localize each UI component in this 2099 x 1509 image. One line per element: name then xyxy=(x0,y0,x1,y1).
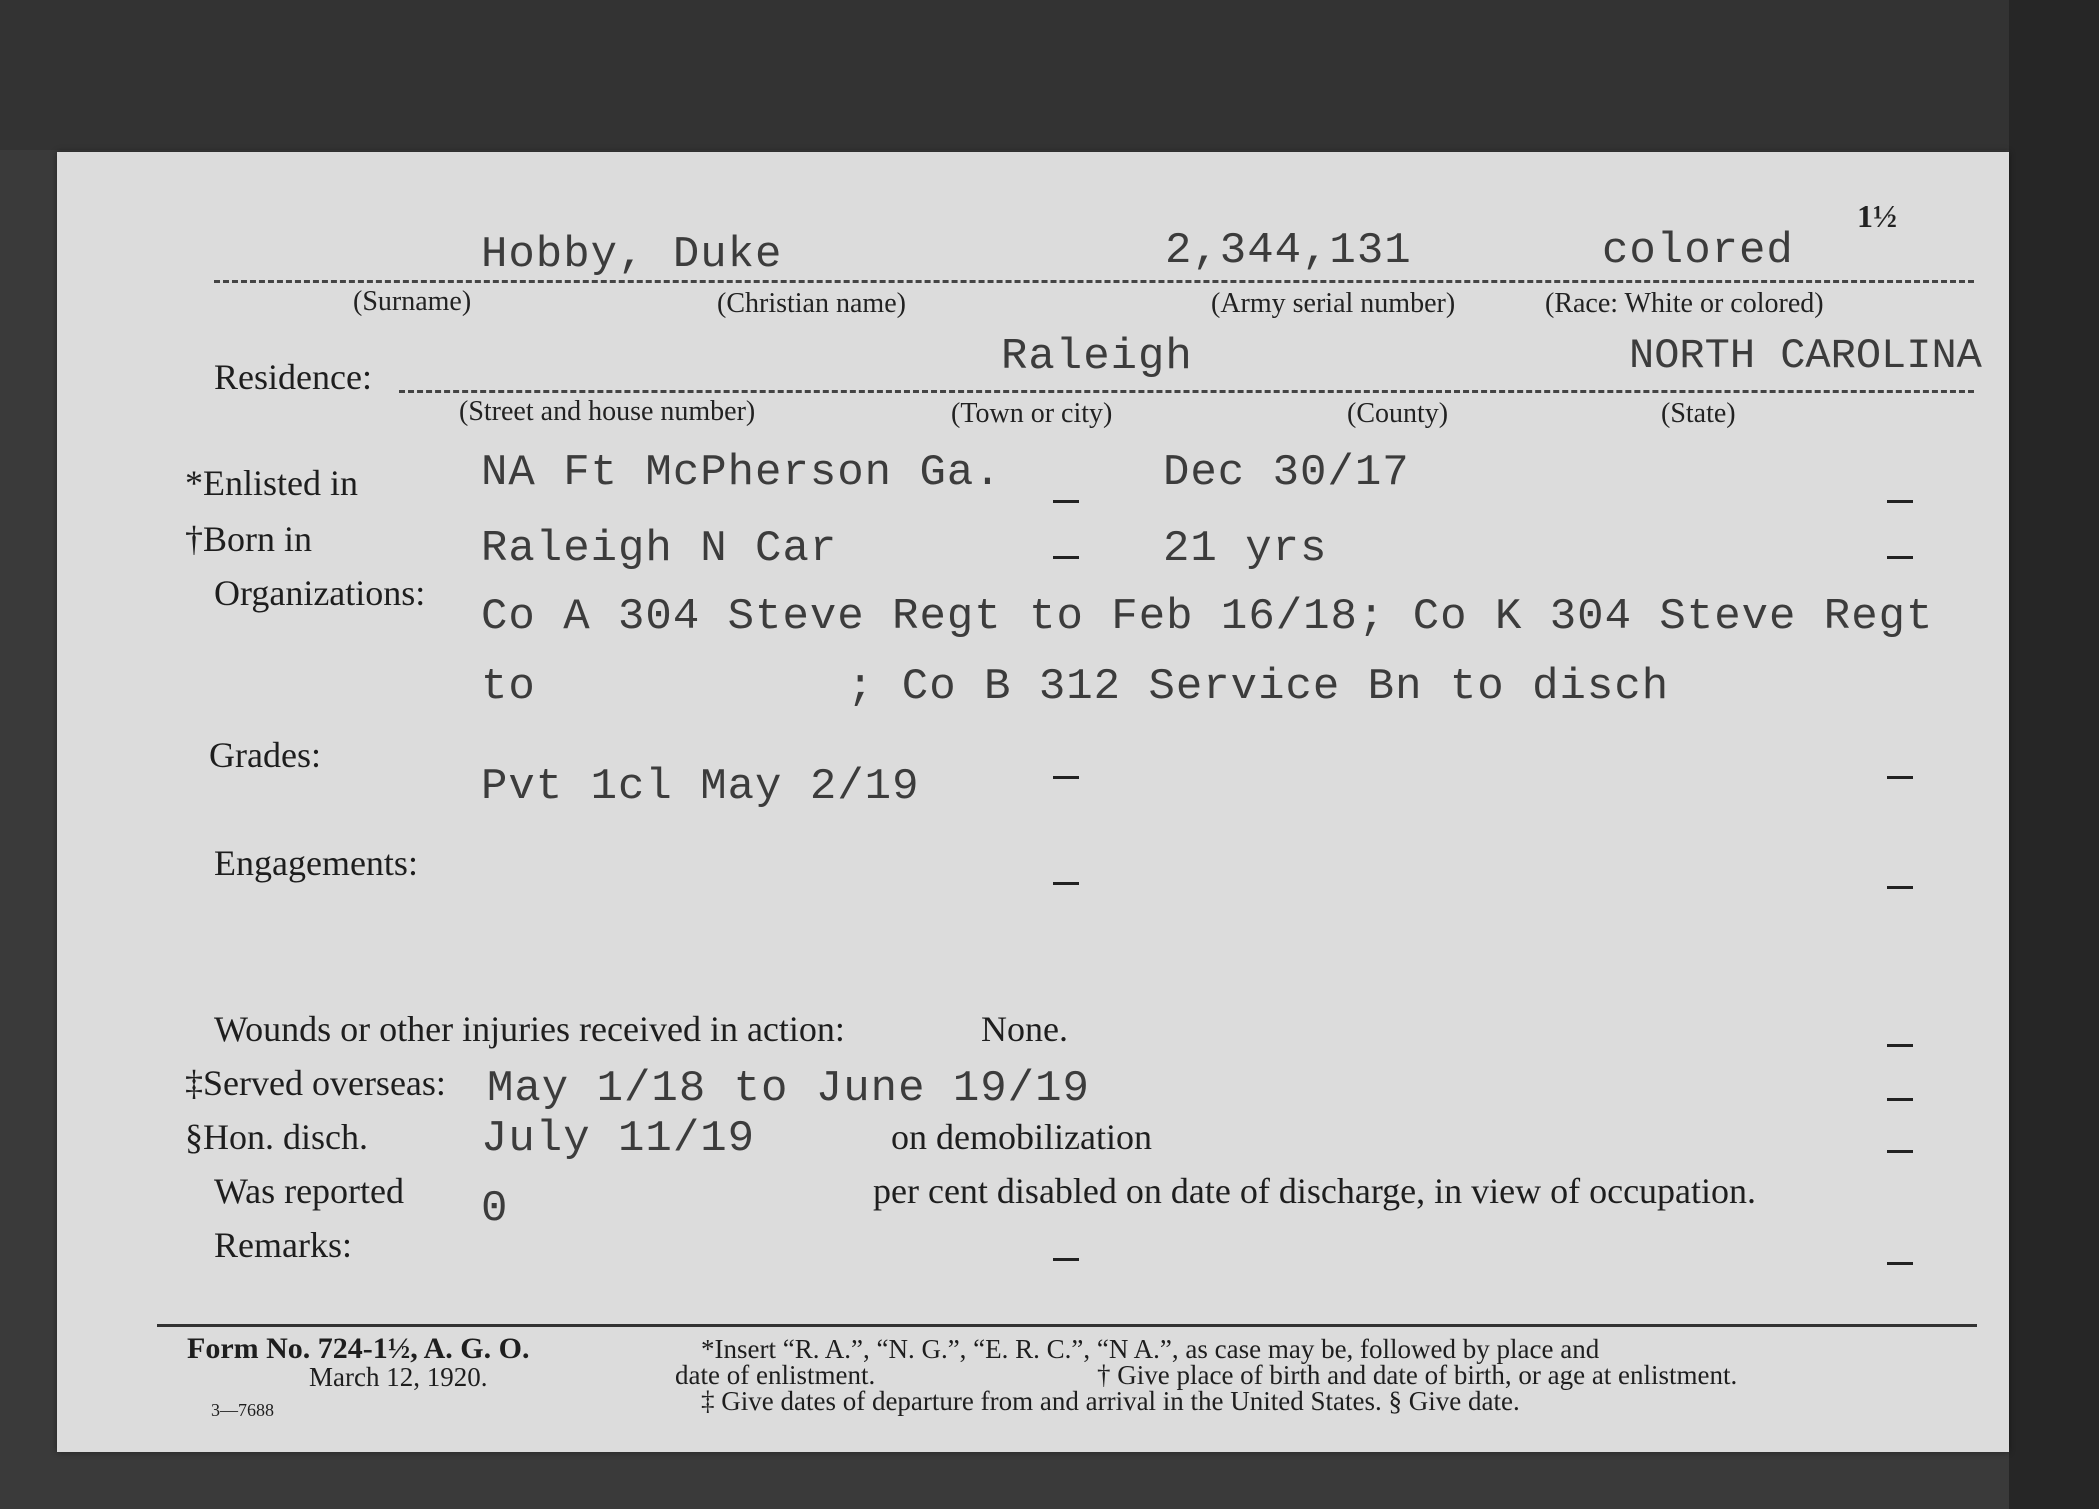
organizations-line-2-start: to xyxy=(481,662,536,712)
grades-dash-right xyxy=(1887,776,1913,779)
form-date: March 12, 1920. xyxy=(309,1362,488,1392)
race-value: colored xyxy=(1602,226,1794,276)
serial-number-value: 2,344,131 xyxy=(1165,226,1412,276)
disability-percent-value: 0 xyxy=(481,1184,509,1234)
born-dash-mid xyxy=(1053,556,1079,559)
residence-dotted-line xyxy=(399,390,1974,393)
organizations-line-2-rest: ; Co B 312 Service Bn to disch xyxy=(847,662,1670,712)
sheet-number: 1½ xyxy=(1857,198,1897,234)
born-age-value: 21 yrs xyxy=(1163,524,1328,574)
race-caption: (Race: White or colored) xyxy=(1545,288,1824,319)
footer-rule xyxy=(157,1324,1977,1327)
state-caption: (State) xyxy=(1661,398,1736,429)
footnote-line-1: *Insert “R. A.”, “N. G.”, “E. R. C.”, “N A.”, as case may be, followed by place and xyxy=(701,1334,1600,1364)
residence-town-value: Raleigh xyxy=(1001,332,1193,382)
overseas-dash-right xyxy=(1887,1098,1913,1101)
born-dash-right xyxy=(1887,556,1913,559)
remarks-dash-mid xyxy=(1053,1258,1079,1261)
background-right-edge xyxy=(2009,0,2099,1509)
residence-label: Residence: xyxy=(214,357,372,397)
grades-value: Pvt 1cl May 2/19 xyxy=(481,762,920,812)
honorable-discharge-value: July 11/19 xyxy=(481,1114,756,1164)
discharge-note: on demobilization xyxy=(891,1117,1152,1157)
wounds-label: Wounds or other injuries received in action: xyxy=(214,1009,845,1049)
army-serial-caption: (Army serial number) xyxy=(1211,288,1456,319)
discharge-dash-right xyxy=(1887,1150,1913,1153)
service-record-card xyxy=(57,152,2009,1452)
engagements-label: Engagements: xyxy=(214,843,418,883)
remarks-dash-right xyxy=(1887,1262,1913,1265)
born-place-value: Raleigh N Car xyxy=(481,524,838,574)
town-caption: (Town or city) xyxy=(951,398,1113,429)
disability-text: per cent disabled on date of discharge, in view of occupation. xyxy=(873,1171,1757,1211)
enlisted-dash-right xyxy=(1887,500,1913,503)
remarks-label: Remarks: xyxy=(214,1225,352,1265)
enlisted-dash-mid xyxy=(1053,500,1079,503)
wounds-value: None. xyxy=(981,1009,1068,1049)
header-dotted-line xyxy=(214,280,1974,283)
born-label: †Born in xyxy=(185,519,313,559)
served-overseas-label: ‡Served overseas: xyxy=(185,1063,446,1103)
county-caption: (County) xyxy=(1347,398,1449,429)
surname-caption: (Surname) xyxy=(353,286,472,317)
organizations-line-1: Co A 304 Steve Regt to Feb 16/18; Co K 304 Steve Regt xyxy=(481,592,1934,642)
footnote-line-2a: date of enlistment. xyxy=(675,1360,876,1390)
enlisted-place-value: NA Ft McPherson Ga. xyxy=(481,448,1002,498)
residence-state-value: NORTH CAROLINA xyxy=(1629,332,1982,380)
honorable-discharge-label: §Hon. disch. xyxy=(185,1117,368,1157)
was-reported-label: Was reported xyxy=(214,1171,405,1211)
form-number: Form No. 724-1½, A. G. O. xyxy=(187,1332,530,1365)
street-caption: (Street and house number) xyxy=(459,396,756,427)
footnote-line-3: ‡ Give dates of departure from and arrival in the United States. § Give date. xyxy=(701,1386,1520,1416)
print-code: 3—7688 xyxy=(211,1400,274,1420)
served-overseas-value: May 1/18 to June 19/19 xyxy=(487,1064,1090,1114)
christian-name-caption: (Christian name) xyxy=(717,288,906,319)
background-top xyxy=(0,0,2099,150)
engagements-dash-right xyxy=(1887,886,1913,889)
grades-label: Grades: xyxy=(209,735,321,775)
surname-value: Hobby, Duke xyxy=(481,230,783,280)
wounds-dash-right xyxy=(1887,1044,1913,1047)
engagements-dash-mid xyxy=(1053,882,1079,885)
grades-dash-mid xyxy=(1053,776,1079,779)
enlisted-label: *Enlisted in xyxy=(185,463,358,503)
footnote-line-2b: † Give place of birth and date of birth, or age at enlistment. xyxy=(1097,1360,1738,1390)
enlisted-date-value: Dec 30/17 xyxy=(1163,448,1410,498)
organizations-label: Organizations: xyxy=(214,573,426,613)
